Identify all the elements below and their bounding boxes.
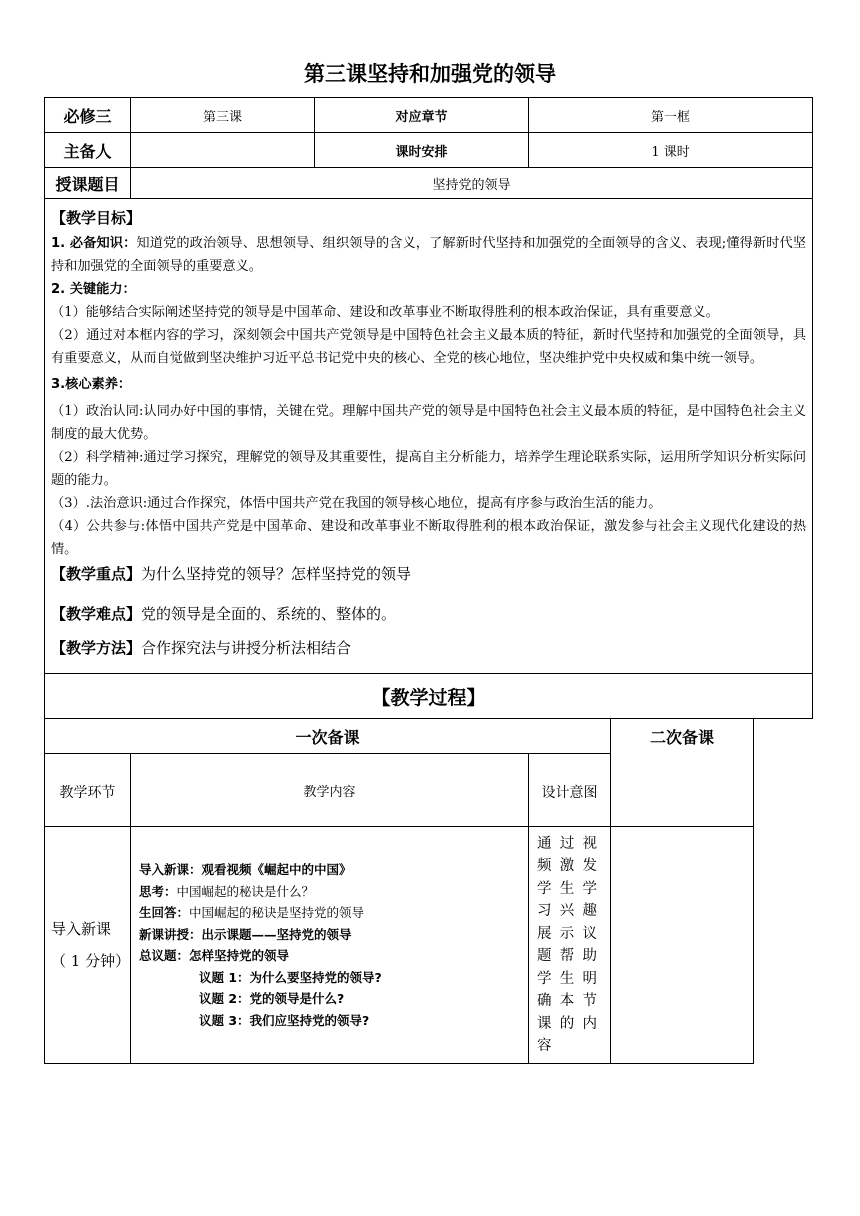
second-prep-label: 二次备课 (611, 719, 754, 827)
lesson-plan-table (44, 97, 813, 1064)
intro-design-intent: 通过视频激发学生学习兴趣展示议题帮助学生明确本节课的内容 (529, 827, 611, 1064)
header-row-1 (45, 98, 813, 133)
col-intent-header: 设计意图 (529, 754, 611, 827)
content-line-main-topic: 总议题：怎样坚持党的领导 (139, 948, 290, 963)
objective-ability-2: （2）通过对本框内容的学习，深刻领会中国共产党领导是中国特色社会主义最本质的特征，新时代坚持和加强党的全面领导，具有重要意义，从而自觉做到坚决维护习近平总书记党中央的核心、全党的核心地位，坚决维护党中央权威和集中统一领导。 (51, 328, 807, 366)
teaching-focus: 【教学重点】为什么坚持党的领导？怎样坚持党的领导 (51, 565, 412, 583)
topic-1: 议题 1：为什么要坚持党的领导? (199, 969, 382, 985)
objectives-cell (45, 199, 813, 674)
teaching-difficulty: 【教学难点】党的领导是全面的、系统的、整体的。 (51, 605, 397, 623)
intro-second-prep (611, 827, 754, 1064)
objective-literacy-4: （4）公共参与:体悟中国共产党是中国革命、建设和改革事业不断取得胜利的根本政治保证，激发参与社会主义现代化建设的热情。 (51, 519, 807, 557)
objective-literacy-label: 3.核心素养： (51, 377, 132, 392)
subject-label: 必修三 (45, 98, 131, 133)
objective-ability-label: 2. 关键能力： (51, 282, 136, 297)
page-title: 第三课坚持和加强党的领导 (304, 62, 556, 86)
header-row-3 (45, 168, 813, 199)
topic-3: 议题 3：我们应坚持党的领导? (199, 1012, 370, 1028)
process-heading-row (45, 674, 813, 719)
intro-content (131, 827, 529, 1064)
process-heading: 【教学过程】 (45, 674, 813, 719)
content-line-new-lesson: 新课讲授：出示课题——坚持党的领导 (139, 926, 352, 942)
content-line-answer: 生回答：中国崛起的秘诀是坚持党的领导 (139, 905, 365, 920)
objectives-heading: 【教学目标】 (51, 209, 142, 227)
objective-literacy-2: （2）科学精神:通过学习探究，理解党的领导及其重要性，提高自主分析能力，培养学生理论联系实际，运用所学知识分析实际问题的能力。 (51, 450, 807, 488)
teaching-method: 【教学方法】合作探究法与讲授分析法相结合 (51, 639, 352, 657)
objectives-row (45, 199, 813, 674)
objective-ability-1: （1）能够结合实际阐述坚持党的领导是中国革命、建设和改革事业不断取得胜利的根本政治保证，具有重要意义。 (51, 305, 719, 320)
col-stage-header: 教学环节 (45, 754, 131, 827)
first-prep-label: 一次备课 (45, 719, 611, 754)
topic-label: 授课题目 (45, 168, 131, 199)
intro-row (45, 827, 813, 1064)
chapter-value: 第一框 (529, 98, 813, 133)
content-line-think: 思考：中国崛起的秘诀是什么？ (139, 883, 315, 899)
topic-2: 议题 2：党的领导是什么? (199, 991, 345, 1006)
chapter-label: 对应章节 (315, 98, 529, 133)
objective-literacy-1: （1）政治认同:认同办好中国的事情，关键在党。理解中国共产党的领导是中国特色社会主义最本质的特征，是中国特色社会主义制度的最大优势。 (51, 404, 807, 442)
prep-header-row (45, 719, 813, 754)
header-row-2 (45, 133, 813, 168)
objective-literacy-3: （3）.法治意识:通过合作探究，体悟中国共产党在我国的领导核心地位，提高有序参与政治生活的能力。 (51, 496, 662, 511)
schedule-value: 1 课时 (529, 133, 813, 168)
objective-knowledge: 1. 必备知识：知道党的政治领导、思想领导、组织领导的含义，了解新时代坚持和加强党的全面领导的含义、表现;懂得新时代坚持和加强党的全面领导的重要意义。 (51, 236, 807, 274)
lesson-number: 第三课 (131, 98, 315, 133)
preparer-value (131, 133, 315, 168)
col-content-header: 教学内容 (131, 754, 529, 827)
topic-value: 坚持党的领导 (131, 168, 813, 199)
schedule-label: 课时安排 (315, 133, 529, 168)
preparer-label: 主备人 (45, 133, 131, 168)
content-line-intro: 导入新课：观看视频《崛起中的中国》 (139, 862, 352, 877)
stage-intro: 导入新课（ 1 分钟） (45, 827, 131, 1064)
